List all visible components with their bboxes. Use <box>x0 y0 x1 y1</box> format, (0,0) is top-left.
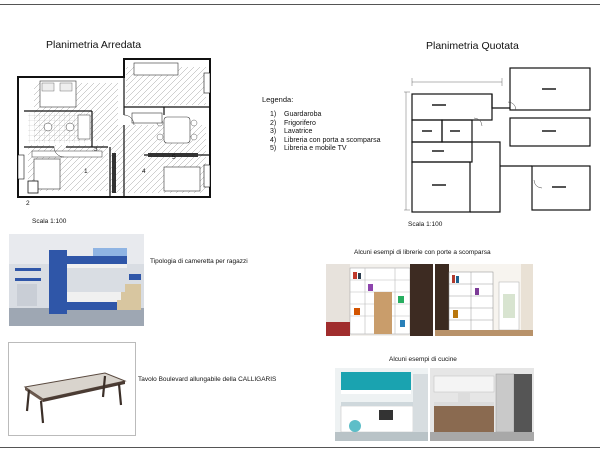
room-number-2: 2 <box>26 200 30 207</box>
legend-title: Legenda: <box>262 95 294 104</box>
kitchen-caption: Alcuni esempi di cucine <box>389 356 457 363</box>
extendable-table-image <box>8 342 136 436</box>
furnished-floor-plan <box>14 55 219 210</box>
bunk-bed-bedroom-image <box>9 234 144 326</box>
bedroom-caption: Tipologia di cameretta per ragazzi <box>150 258 248 265</box>
legend-item: 2) Frigorifero <box>270 119 316 127</box>
teal-kitchen-image <box>335 368 428 441</box>
room-number-3: 3 <box>94 146 98 153</box>
left-plan-scale: Scala 1:100 <box>32 218 67 225</box>
table-caption: Tavolo Boulevard allungabile della CALLIGARIS <box>138 376 277 383</box>
legend-item: 4) Libreria con porta a scomparsa <box>270 136 381 144</box>
room-number-4: 4 <box>142 168 146 175</box>
bottom-rule <box>0 447 600 448</box>
right-plan-title: Planimetria Quotata <box>426 40 519 52</box>
top-rule <box>0 4 600 5</box>
bookshelf-hidden-door-image <box>326 264 433 336</box>
dimensioned-floor-plan <box>404 62 594 214</box>
modern-kitchen-image <box>430 368 534 441</box>
bookshelf-caption: Alcuni esempi di librerie con porte a scomparsa <box>354 249 491 256</box>
room-number-5: 5 <box>172 154 176 161</box>
bookshelf-corridor-image <box>435 264 533 336</box>
right-plan-scale: Scala 1:100 <box>408 221 443 228</box>
legend-item: 5) Libreria e mobile TV <box>270 145 347 153</box>
left-plan-title: Planimetria Arredata <box>46 39 142 51</box>
legend-list <box>270 111 381 154</box>
room-number-1: 1 <box>84 168 88 175</box>
legend-item: 1) Guardaroba <box>270 111 322 118</box>
legend-item: 3) Lavatrice <box>270 128 313 136</box>
